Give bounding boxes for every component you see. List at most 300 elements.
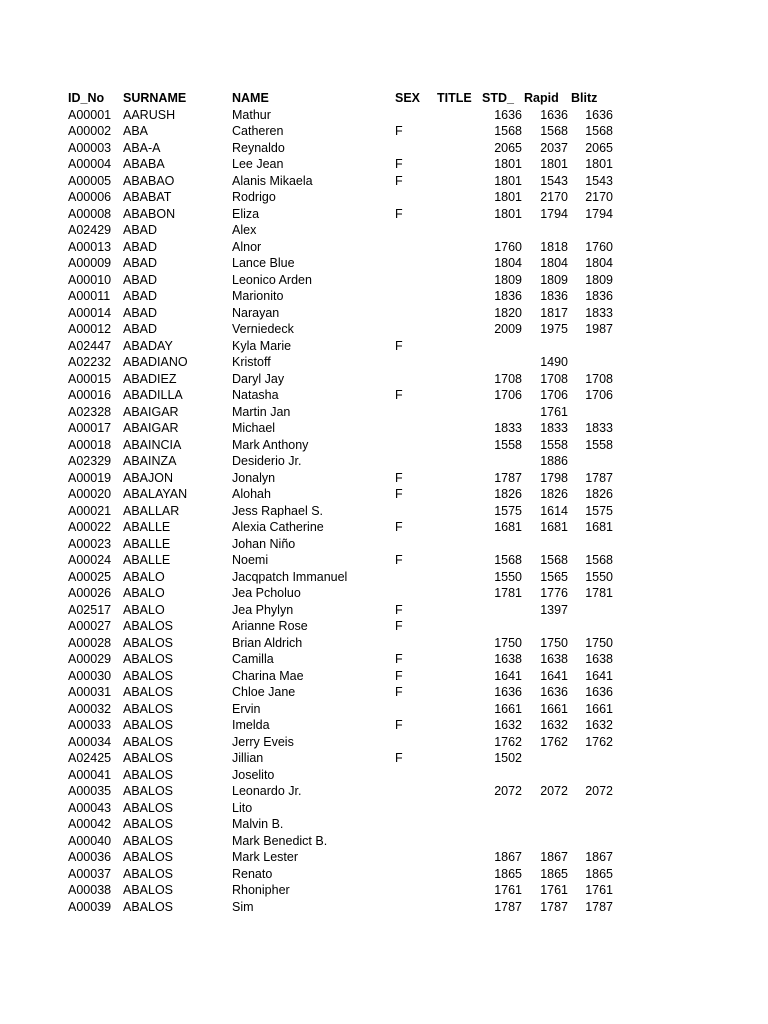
cell-surname: ABALLAR <box>123 503 180 518</box>
cell-rapid: 1638 <box>540 652 568 666</box>
cell-surname: ABALOS <box>123 652 174 666</box>
table-row <box>0 552 768 569</box>
cell-surname: ABALOS <box>123 850 174 864</box>
cell-std: 1708 <box>494 371 522 386</box>
cell-blitz: 1787 <box>585 470 613 485</box>
cell-name: Alnor <box>232 239 262 254</box>
cell-blitz: 1550 <box>585 569 613 584</box>
cell-id: A00004 <box>68 157 112 171</box>
cell-surname: ABA <box>123 124 149 138</box>
cell-std: 1809 <box>494 272 522 287</box>
cell-std: 1787 <box>494 470 522 485</box>
table-row <box>0 140 768 157</box>
cell-sex: F <box>395 470 403 485</box>
cell-blitz: 1787 <box>585 899 613 914</box>
table-row <box>0 569 768 586</box>
table-row <box>0 833 768 850</box>
cell-surname: ABALOS <box>123 833 174 848</box>
cell-rapid: 1833 <box>540 421 568 435</box>
cell-std: 2072 <box>494 784 522 798</box>
cell-name: Reynaldo <box>232 140 285 155</box>
cell-rapid: 1636 <box>540 685 568 699</box>
cell-std: 1636 <box>494 685 522 699</box>
cell-id: A00023 <box>68 536 112 551</box>
cell-blitz: 1543 <box>585 173 613 188</box>
cell-rapid: 1801 <box>540 157 568 171</box>
cell-blitz: 1867 <box>585 850 613 864</box>
cell-id: A00001 <box>68 107 112 122</box>
cell-surname: ABALLE <box>123 553 171 567</box>
cell-blitz: 1641 <box>585 668 613 683</box>
cell-id: A00039 <box>68 899 112 914</box>
cell-name: Alexia Catherine <box>232 520 324 534</box>
cell-id: A00014 <box>68 305 112 320</box>
table-row <box>0 272 768 289</box>
cell-std: 1760 <box>494 239 522 254</box>
cell-id: A00028 <box>68 635 112 650</box>
cell-id: A00030 <box>68 668 112 683</box>
cell-blitz: 1781 <box>585 586 613 600</box>
table-row <box>0 255 768 272</box>
cell-blitz: 1833 <box>585 421 613 435</box>
cell-surname: ABABAO <box>123 173 175 188</box>
cell-std: 1787 <box>494 899 522 914</box>
cell-id: A00006 <box>68 190 112 204</box>
cell-surname: ABAD <box>123 239 158 254</box>
cell-std: 1636 <box>494 107 522 122</box>
cell-std: 1833 <box>494 421 522 435</box>
cell-rapid: 1706 <box>540 388 568 402</box>
cell-std: 1801 <box>494 157 522 171</box>
cell-id: A00008 <box>68 206 112 221</box>
cell-id: A00024 <box>68 553 112 567</box>
cell-id: A00032 <box>68 701 112 716</box>
cell-surname: ABALOS <box>123 767 174 782</box>
cell-std: 1867 <box>494 850 522 864</box>
table-row <box>0 206 768 223</box>
cell-std: 1681 <box>494 520 522 534</box>
cell-surname: ABAJON <box>123 470 174 485</box>
cell-name: Jea Pcholuo <box>232 586 301 600</box>
table-row <box>0 849 768 866</box>
cell-std: 2065 <box>494 140 522 155</box>
cell-rapid: 1397 <box>540 602 568 617</box>
cell-std: 1568 <box>494 124 522 138</box>
cell-blitz: 1760 <box>585 239 613 254</box>
cell-name: Rodrigo <box>232 190 276 204</box>
table-row <box>0 387 768 404</box>
cell-id: A02329 <box>68 454 112 468</box>
table-row <box>0 783 768 800</box>
cell-surname: ABALOS <box>123 800 174 815</box>
cell-name: Camilla <box>232 652 274 666</box>
cell-id: A02447 <box>68 338 112 353</box>
cell-surname: ABALOS <box>123 751 174 765</box>
cell-sex: F <box>395 206 403 221</box>
table-row <box>0 668 768 685</box>
cell-rapid: 1661 <box>540 701 568 716</box>
cell-name: Ervin <box>232 701 261 716</box>
cell-name: Martin Jan <box>232 404 291 419</box>
cell-std: 1820 <box>494 305 522 320</box>
cell-surname: ABALAYAN <box>123 487 188 501</box>
cell-surname: ABAD <box>123 305 158 320</box>
cell-name: Malvin B. <box>232 817 284 831</box>
cell-std: 1641 <box>494 668 522 683</box>
cell-id: A02429 <box>68 223 112 237</box>
table-row <box>0 635 768 652</box>
cell-std: 1568 <box>494 553 522 567</box>
cell-sex: F <box>395 685 403 699</box>
cell-id: A00005 <box>68 173 112 188</box>
table-row <box>0 404 768 421</box>
table-row <box>0 602 768 619</box>
cell-name: Joselito <box>232 767 275 782</box>
cell-name: Arianne Rose <box>232 619 308 633</box>
cell-surname: ABALOS <box>123 718 174 732</box>
cell-rapid: 1568 <box>540 124 568 138</box>
cell-name: Jerry Eveis <box>232 734 294 749</box>
table-row <box>0 750 768 767</box>
cell-name: Renato <box>232 866 273 881</box>
cell-rapid: 1708 <box>540 371 568 386</box>
cell-sex: F <box>395 619 403 633</box>
cell-name: Marionito <box>232 289 284 303</box>
cell-surname: ABAINCIA <box>123 437 182 452</box>
table-row <box>0 107 768 124</box>
cell-std: 1826 <box>494 487 522 501</box>
table-row <box>0 866 768 883</box>
table-row <box>0 321 768 338</box>
cell-rapid: 1975 <box>540 322 568 336</box>
header-row <box>0 90 768 107</box>
cell-rapid: 1867 <box>540 850 568 864</box>
cell-sex: F <box>395 338 403 353</box>
table-row <box>0 486 768 503</box>
cell-blitz: 1706 <box>585 388 613 402</box>
cell-surname: ABALOS <box>123 734 174 749</box>
table-row <box>0 173 768 190</box>
cell-id: A02425 <box>68 751 112 765</box>
cell-rapid: 1543 <box>540 173 568 188</box>
cell-name: Jea Phylyn <box>232 602 294 617</box>
cell-blitz: 1558 <box>585 437 613 452</box>
cell-sex: F <box>395 388 403 402</box>
cell-std: 1502 <box>494 751 522 765</box>
cell-blitz: 1750 <box>585 635 613 650</box>
table-row <box>0 717 768 734</box>
cell-std: 1661 <box>494 701 522 716</box>
cell-name: Imelda <box>232 718 270 732</box>
cell-std: 1706 <box>494 388 522 402</box>
table-row <box>0 816 768 833</box>
cell-blitz: 1809 <box>585 272 613 287</box>
cell-blitz: 1865 <box>585 866 613 881</box>
cell-rapid: 2170 <box>540 190 568 204</box>
cell-rapid: 1886 <box>540 454 568 468</box>
cell-sex: F <box>395 751 403 765</box>
table-row <box>0 420 768 437</box>
cell-sex: F <box>395 553 403 567</box>
cell-name: Sim <box>232 899 254 914</box>
cell-std: 1638 <box>494 652 522 666</box>
cell-sex: F <box>395 718 403 732</box>
cell-rapid: 1809 <box>540 272 568 287</box>
table-row <box>0 701 768 718</box>
table-row <box>0 470 768 487</box>
cell-rapid: 1798 <box>540 470 568 485</box>
header-id: ID_No <box>68 91 105 105</box>
cell-surname: ABALOS <box>123 883 174 897</box>
cell-name: Natasha <box>232 388 279 402</box>
cell-surname: ABALO <box>123 602 165 617</box>
cell-rapid: 1787 <box>540 899 568 914</box>
cell-rapid: 1761 <box>540 404 568 419</box>
table-row <box>0 519 768 536</box>
cell-id: A00022 <box>68 520 112 534</box>
cell-id: A00038 <box>68 883 112 897</box>
table-row <box>0 800 768 817</box>
cell-surname: ABALO <box>123 586 165 600</box>
cell-std: 1801 <box>494 206 522 221</box>
cell-surname: ABAIGAR <box>123 421 179 435</box>
cell-blitz: 1761 <box>585 883 613 897</box>
cell-id: A00031 <box>68 685 112 699</box>
cell-surname: ABAD <box>123 256 158 270</box>
cell-name: Jacqpatch Immanuel <box>232 569 348 584</box>
cell-blitz: 1833 <box>585 305 613 320</box>
table-row <box>0 585 768 602</box>
cell-name: Mark Anthony <box>232 437 309 452</box>
cell-blitz: 1836 <box>585 289 613 303</box>
cell-id: A00040 <box>68 833 112 848</box>
cell-std: 1762 <box>494 734 522 749</box>
header-name: NAME <box>232 91 269 105</box>
table-row <box>0 453 768 470</box>
cell-id: A00033 <box>68 718 112 732</box>
cell-rapid: 1632 <box>540 718 568 732</box>
cell-rapid: 2037 <box>540 140 568 155</box>
cell-name: Rhonipher <box>232 883 290 897</box>
cell-surname: ABAD <box>123 272 158 287</box>
cell-name: Michael <box>232 421 276 435</box>
cell-surname: ABALOS <box>123 685 174 699</box>
table-row <box>0 536 768 553</box>
cell-std: 1801 <box>494 173 522 188</box>
cell-blitz: 1575 <box>585 503 613 518</box>
cell-surname: ABAD <box>123 223 158 237</box>
cell-sex: F <box>395 668 403 683</box>
cell-blitz: 2170 <box>585 190 613 204</box>
cell-blitz: 1636 <box>585 107 613 122</box>
cell-name: Alex <box>232 223 257 237</box>
cell-sex: F <box>395 124 403 138</box>
cell-id: A00036 <box>68 850 112 864</box>
cell-surname: ABALOS <box>123 817 174 831</box>
cell-name: Narayan <box>232 305 280 320</box>
cell-id: A00013 <box>68 239 112 254</box>
cell-name: Jillian <box>232 751 264 765</box>
cell-surname: ABADILLA <box>123 388 183 402</box>
cell-id: A00026 <box>68 586 112 600</box>
cell-name: Kyla Marie <box>232 338 292 353</box>
cell-surname: ABALLE <box>123 520 171 534</box>
cell-blitz: 1568 <box>585 124 613 138</box>
cell-name: Catheren <box>232 124 284 138</box>
cell-std: 1750 <box>494 635 522 650</box>
cell-surname: ABALOS <box>123 866 174 881</box>
cell-id: A00034 <box>68 734 112 749</box>
cell-surname: ABAD <box>123 322 158 336</box>
cell-rapid: 1818 <box>540 239 568 254</box>
table-row <box>0 899 768 916</box>
cell-surname: ABAIGAR <box>123 404 179 419</box>
cell-sex: F <box>395 652 403 666</box>
cell-blitz: 1638 <box>585 652 613 666</box>
cell-std: 1781 <box>494 586 522 600</box>
header-std: STD_ <box>482 91 514 105</box>
table-row <box>0 123 768 140</box>
table-row <box>0 503 768 520</box>
cell-name: Mark Lester <box>232 850 298 864</box>
cell-id: A00020 <box>68 487 112 501</box>
cell-rapid: 1568 <box>540 553 568 567</box>
cell-id: A02328 <box>68 404 112 419</box>
cell-std: 1575 <box>494 503 522 518</box>
cell-blitz: 1762 <box>585 734 613 749</box>
table-row <box>0 305 768 322</box>
cell-std: 1550 <box>494 569 522 584</box>
cell-surname: ABABON <box>123 206 176 221</box>
cell-name: Mark Benedict B. <box>232 833 328 848</box>
cell-id: A00041 <box>68 767 112 782</box>
cell-name: Jonalyn <box>232 470 276 485</box>
table-row <box>0 767 768 784</box>
cell-std: 1761 <box>494 883 522 897</box>
cell-blitz: 2065 <box>585 140 613 155</box>
cell-blitz: 1801 <box>585 157 613 171</box>
cell-surname: ABAINZA <box>123 454 177 468</box>
cell-name: Daryl Jay <box>232 371 285 386</box>
table-row <box>0 371 768 388</box>
cell-name: Noemi <box>232 553 269 567</box>
cell-name: Alanis Mikaela <box>232 173 313 188</box>
cell-blitz: 1661 <box>585 701 613 716</box>
cell-blitz: 2072 <box>585 784 613 798</box>
cell-surname: ABALO <box>123 569 165 584</box>
cell-name: Charina Mae <box>232 668 304 683</box>
cell-id: A00029 <box>68 652 112 666</box>
cell-id: A00027 <box>68 619 112 633</box>
cell-rapid: 1558 <box>540 437 568 452</box>
cell-surname: ABALOS <box>123 619 174 633</box>
table-row <box>0 437 768 454</box>
cell-blitz: 1681 <box>585 520 613 534</box>
cell-name: Chloe Jane <box>232 685 296 699</box>
cell-name: Lance Blue <box>232 256 295 270</box>
cell-std: 2009 <box>494 322 522 336</box>
cell-name: Lee Jean <box>232 157 284 171</box>
cell-id: A00025 <box>68 569 112 584</box>
cell-blitz: 1826 <box>585 487 613 501</box>
cell-surname: ABABA <box>123 157 165 171</box>
cell-name: Johan Niño <box>232 536 296 551</box>
cell-name: Mathur <box>232 107 271 122</box>
cell-surname: ABALOS <box>123 784 174 798</box>
cell-name: Eliza <box>232 206 260 221</box>
cell-name: Brian Aldrich <box>232 635 303 650</box>
cell-std: 1865 <box>494 866 522 881</box>
cell-rapid: 1804 <box>540 256 568 270</box>
cell-std: 1836 <box>494 289 522 303</box>
header-surname: SURNAME <box>123 91 187 105</box>
cell-surname: ABALOS <box>123 899 174 914</box>
cell-rapid: 1817 <box>540 305 568 320</box>
cell-rapid: 1865 <box>540 866 568 881</box>
cell-name: Verniedeck <box>232 322 294 336</box>
cell-id: A00009 <box>68 256 112 270</box>
cell-sex: F <box>395 602 403 617</box>
cell-rapid: 1614 <box>540 503 568 518</box>
cell-id: A00021 <box>68 503 112 518</box>
cell-id: A02517 <box>68 602 112 617</box>
table-row <box>0 651 768 668</box>
cell-surname: ABALLE <box>123 536 171 551</box>
cell-blitz: 1632 <box>585 718 613 732</box>
cell-id: A00016 <box>68 388 112 402</box>
cell-rapid: 1636 <box>540 107 568 122</box>
cell-std: 1632 <box>494 718 522 732</box>
cell-id: A00003 <box>68 140 112 155</box>
cell-surname: ABA-A <box>123 140 161 155</box>
cell-surname: ABADIANO <box>123 355 188 369</box>
cell-id: A00019 <box>68 470 112 485</box>
table-row <box>0 354 768 371</box>
cell-rapid: 1490 <box>540 355 568 369</box>
cell-sex: F <box>395 487 403 501</box>
cell-rapid: 1750 <box>540 635 568 650</box>
cell-name: Leonico Arden <box>232 272 312 287</box>
cell-blitz: 1794 <box>585 206 613 221</box>
cell-name: Kristoff <box>232 355 271 369</box>
cell-blitz: 1708 <box>585 371 613 386</box>
header-rapid: Rapid <box>524 91 559 105</box>
cell-id: A00042 <box>68 817 112 831</box>
table-row <box>0 239 768 256</box>
cell-rapid: 1681 <box>540 520 568 534</box>
cell-id: A00011 <box>68 289 111 303</box>
cell-std: 1804 <box>494 256 522 270</box>
cell-surname: ABALOS <box>123 668 174 683</box>
table-row <box>0 684 768 701</box>
cell-surname: ABADAY <box>123 338 173 353</box>
cell-id: A02232 <box>68 355 112 369</box>
cell-rapid: 1641 <box>540 668 568 683</box>
cell-surname: ABAD <box>123 289 158 303</box>
cell-blitz: 1804 <box>585 256 613 270</box>
cell-std: 1801 <box>494 190 522 204</box>
cell-blitz: 1636 <box>585 685 613 699</box>
table-row <box>0 618 768 635</box>
cell-rapid: 1794 <box>540 206 568 221</box>
cell-sex: F <box>395 173 403 188</box>
cell-blitz: 1987 <box>585 322 613 336</box>
cell-rapid: 1836 <box>540 289 568 303</box>
cell-rapid: 1761 <box>540 883 568 897</box>
cell-blitz: 1568 <box>585 553 613 567</box>
cell-id: A00018 <box>68 437 112 452</box>
header-title: TITLE <box>437 91 472 105</box>
